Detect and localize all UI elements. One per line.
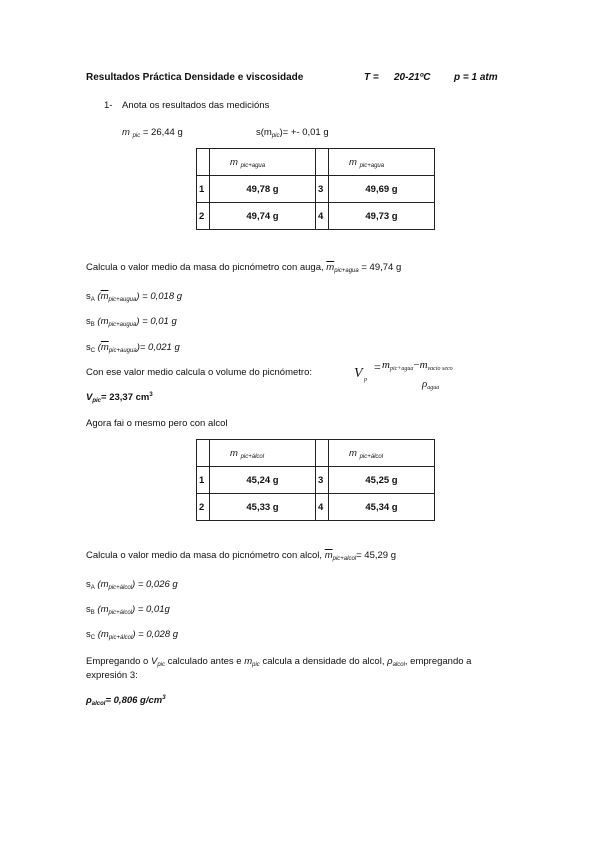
temperature-label: T =	[364, 72, 379, 83]
mean-alcohol-value: = 45,29 g	[356, 550, 397, 561]
mean-alcohol-text: Calcula o valor medio da masa do picnómetro con alcol,	[86, 550, 323, 561]
formula-lhs: V	[354, 366, 363, 381]
table-row	[197, 203, 435, 230]
density-instruction-line2: expresión 3:	[86, 670, 138, 681]
table-cell-index: 4	[316, 494, 329, 521]
table-header-row	[197, 149, 435, 176]
s-m-pic-symbol: s(m	[256, 127, 272, 138]
formula-numerator: $m_{pic+agua}-m_{vacio seco}$	[382, 359, 453, 372]
mean-water-line	[86, 262, 401, 273]
table-cell-index: 1	[197, 467, 210, 494]
sb-alcohol-line: $s_B$ $(m_{pic+álcol}) = 0,01g$	[86, 604, 170, 616]
table-cell-index: 2	[197, 494, 210, 521]
table-header-cell: m $_{pic+agua}$	[210, 149, 316, 176]
table-cell-value: 45,33 g	[210, 494, 316, 521]
water-mass-table	[196, 148, 435, 230]
density-result: $\rho_{alcol}= 0,806$ $g/cm^3$	[86, 695, 166, 707]
formula-denominator: $\rho_{agua}$	[422, 378, 440, 391]
m-pic-subscript: pic	[132, 133, 141, 139]
table-row	[197, 176, 435, 203]
alcohol-instruction: Agora fai o mesmo pero con alcol	[86, 418, 228, 429]
mean-alcohol-symbol: $\overline{m}$	[324, 550, 333, 561]
volume-formula: V p = $m_{pic+agua}-m_{vacio seco}$ $\rho_{agua}$	[354, 359, 453, 391]
mean-alcohol-subscript: pic+alcol	[332, 556, 357, 562]
pressure-value: p = 1 atm	[454, 72, 498, 83]
alcohol-mass-table	[196, 439, 435, 521]
table-cell-value: 49,74 g	[210, 203, 316, 230]
mean-water-symbol: $\overline{m}$	[326, 262, 335, 273]
mean-water-subscript: pic+agua	[334, 268, 359, 274]
s-m-pic-value: )= +- 0,01 g	[279, 127, 329, 138]
table-cell-index: 3	[316, 467, 329, 494]
table-cell-value: 45,25 g	[329, 467, 435, 494]
table-header-blank	[197, 149, 210, 176]
table-header-blank	[316, 149, 329, 176]
table-cell-value: 45,34 g	[329, 494, 435, 521]
volume-result: $V_{pic}= 23,37$ $cm^3$	[86, 392, 153, 404]
table-cell-value: 49,73 g	[329, 203, 435, 230]
table-cell-value: 45,24 g	[210, 467, 316, 494]
mean-water-text: Calcula o valor medio da masa do picnómetro con auga,	[86, 262, 324, 273]
sc-water-line: $s_C$ $(\overline{m}_{pic+augua})= 0,021$ g	[86, 342, 180, 354]
density-instruction-line1: Empregando o $V_{pic}$ calculado antes e $m_{pic}$ calcula a densidade do alcol, $\rho_{alcol}$, empregando a	[86, 656, 472, 668]
sb-water-line: $s_B$ $(m_{pic+augua}) = 0,01$ g	[86, 316, 177, 328]
table-header-cell: m $_{pic+álcol}$	[329, 440, 435, 467]
table-cell-index: 1	[197, 176, 210, 203]
table-row	[197, 494, 435, 521]
table-row	[197, 467, 435, 494]
table-header-cell: m $_{pic+álcol}$	[210, 440, 316, 467]
table-header-cell: m $_{pic+agua}$	[329, 149, 435, 176]
table-cell-index: 3	[316, 176, 329, 203]
formula-equals: =	[374, 360, 381, 374]
item-number: 1-	[104, 100, 113, 111]
volume-instruction: Con ese valor medio calcula o volume do picnómetro:	[86, 367, 313, 378]
s-m-pic-subscript: pic	[271, 133, 280, 139]
page-title: Resultados Práctica Densidade e viscosidade	[86, 72, 304, 83]
table-cell-index: 4	[316, 203, 329, 230]
item-instruction: Anota os resultados das medicións	[122, 100, 270, 111]
table-cell-value: 49,78 g	[210, 176, 316, 203]
mean-water-value: = 49,74 g	[361, 262, 402, 273]
table-header-blank	[316, 440, 329, 467]
mean-alcohol-line	[86, 550, 396, 561]
s-m-pic-line	[256, 127, 329, 138]
table-cell-index: 2	[197, 203, 210, 230]
table-cell-value: 49,69 g	[329, 176, 435, 203]
m-pic-value: = 26,44 g	[142, 127, 183, 138]
m-pic-line	[122, 127, 183, 138]
sa-water-line: $s_A$ $(\overline{m}_{pic+augua}) = 0,018$ g	[86, 291, 183, 303]
table-header-row	[197, 440, 435, 467]
sc-alcohol-line: $s_C$ $(m_{pic+álcol}) = 0,028$ g	[86, 629, 179, 641]
table-header-blank	[197, 440, 210, 467]
temperature-value: 20-21ºC	[394, 72, 431, 83]
m-pic-symbol: m	[122, 127, 130, 138]
sa-alcohol-line: $s_A$ $(m_{pic+álcol}) = 0,026$ g	[86, 579, 178, 591]
